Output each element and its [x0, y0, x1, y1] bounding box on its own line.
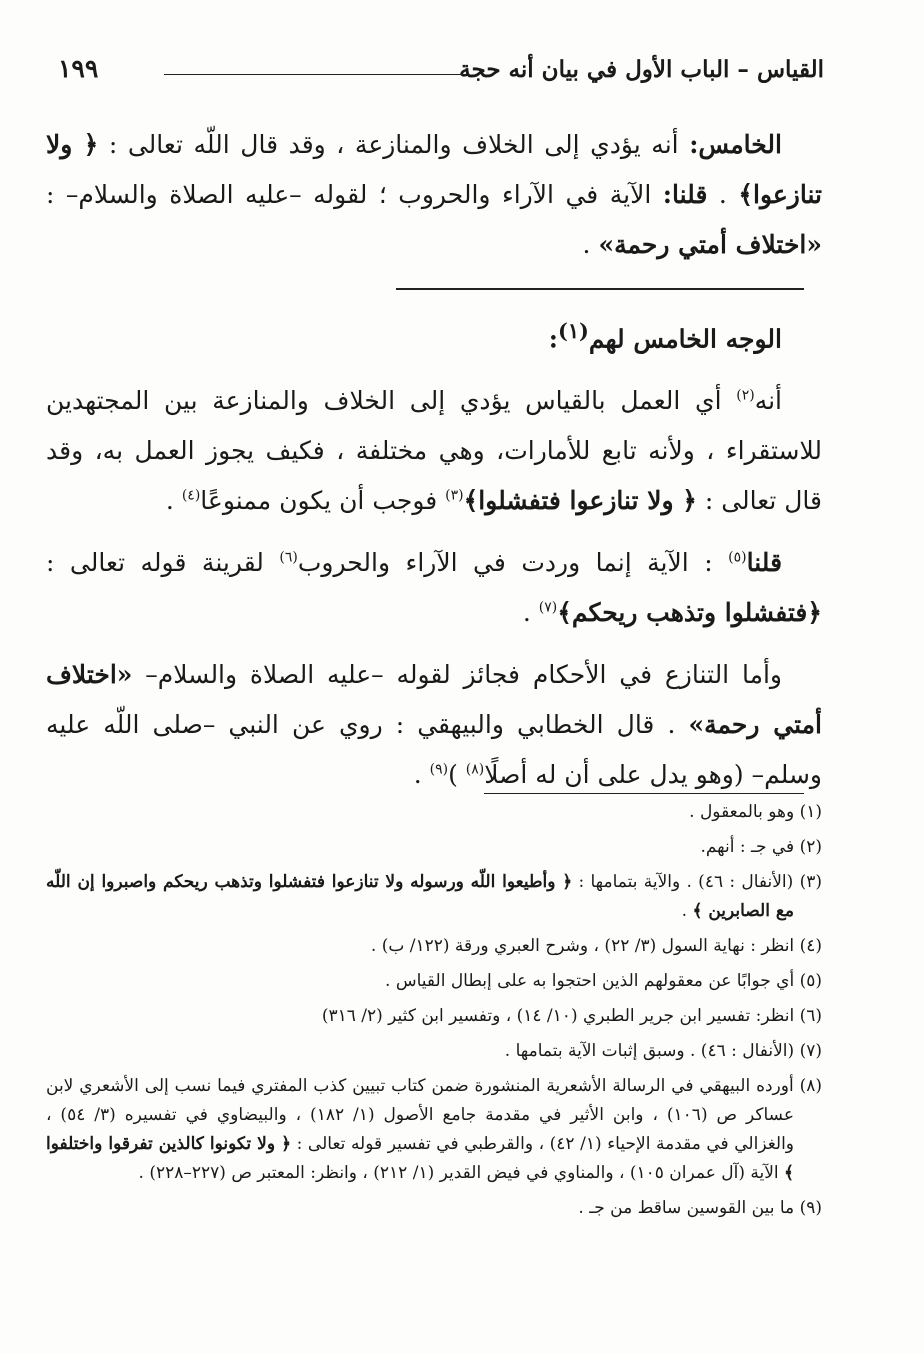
footnote-9: (٩) ما بين القوسين ساقط من جـ . [578, 1198, 822, 1218]
footnote-ref: (٩) [429, 762, 449, 778]
footnote-ref: (٧) [538, 600, 558, 616]
paragraph-dispute: وأما التنازع في الأحكام فجائز لقوله –عليه الصلاة والسلام– «اختلاف أمتي رحمة» . قال الخطابي والبيهقي : روي عن النبي –صلى اللّه عليه وسلم– (وهو يدل على أن له أصلًا$^{(٨)}$ )$^{(٩)}$ . [46, 660, 822, 790]
footnote-3: (٣) (الأنفال : ٤٦) . والآية بتمامها : ﴿ وأطيعوا اللّه ورسوله ولا تنازعوا فتفشلوا وتذهب ريحكم واصبروا إن اللّه مع الصابرين ﴾ . [46, 872, 822, 921]
footnote-2: (٢) في جـ : أنهم. [700, 837, 822, 857]
footnote-divider [484, 793, 804, 794]
paragraph-argument: أنه$^{(٢)}$ أي العمل بالقياس يؤدي إلى الخلاف والمنازعة بين المجتهدين للاستقراء ، ولأنه تابع للأمارات، وهي مختلفة ، فكيف يجوز العمل به، وقد قال تعالى : ﴿ ولا تنازعوا فتفشلوا﴾$^{(٣)}$ فوجب أن يكون ممنوعًا$^{(٤)}$ . [46, 386, 822, 516]
hadith-quote: «اختلاف أمتي رحمة» [46, 660, 822, 740]
answer-lead: قلنا [746, 548, 783, 578]
quran-verse: ﴿ ولا تنازعوا فتفشلوا﴾ [463, 486, 697, 516]
footnote-7: (٧) (الأنفال : ٤٦) . وسبق إثبات الآية بتمامها . [504, 1041, 822, 1061]
answer-lead: قلنا: [662, 180, 708, 209]
footnote-ref: (٣) [445, 488, 464, 504]
main-text [46, 120, 822, 270]
footnote-ref: (٥) [728, 550, 747, 566]
paragraph-lead: الخامس: [689, 130, 782, 159]
paragraph-answer: قلنا$^{(٥)}$ : الآية إنما وردت في الآراء والحروب$^{(٦)}$ لقرينة قوله تعالى : ﴿فتفشلوا وتذهب ريحكم﴾$^{(٧)}$ . [46, 548, 822, 628]
section-divider [396, 288, 804, 290]
section-heading: الوجه الخامس لهم$^{(١)}$: [548, 318, 782, 354]
footnote-6: (٦) انظر: تفسير ابن جرير الطبري (١٠/ ١٤) ، وتفسير ابن كثير (٢/ ٣١٦) [321, 1006, 822, 1026]
quran-verse: ﴿ ولا تنازعوا﴾ [46, 130, 822, 209]
header-rule [164, 74, 464, 75]
quran-verse: ﴿ ولا تكونوا كالذين تفرقوا واختلفوا ﴾ [46, 1134, 794, 1183]
running-header [44, 52, 824, 92]
hadith-quote: «اختلاف أمتي رحمة» [598, 230, 822, 259]
footnote-ref: (٦) [279, 550, 298, 566]
quran-verse: ﴿فتفشلوا وتذهب ريحكم﴾ [557, 598, 822, 628]
footnote-ref: (٤) [181, 488, 201, 504]
footnote-ref: (٢) [736, 388, 755, 404]
footnote-1: (١) وهو بالمعقول . [689, 802, 822, 822]
footnote-ref: (٨) [465, 762, 485, 778]
footnotes [46, 798, 822, 1223]
page-number: ١٩٩ [58, 54, 99, 83]
paragraph-fifth: الخامس: أنه يؤدي إلى الخلاف والمنازعة ، وقد قال اللّه تعالى : ﴿ ولا تنازعوا﴾ . قلنا: الآية في الآراء والحروب ؛ لقوله –عليه الصلاة والسلام– : «اختلاف أمتي رحمة» . [46, 130, 822, 259]
footnote-4: (٤) انظر : نهاية السول (٣/ ٢٢) ، وشرح العبري ورقة (١٢٢/ ب) . [370, 936, 822, 956]
running-header-title: القياس – الباب الأول في بيان أنه حجة [459, 56, 824, 83]
footnote-8: (٨) أورده البيهقي في الرسالة الأشعرية المنشورة ضمن كتاب تبيين كذب المفتري فيما نسب إلى الأشعري لابن عساكر ص (١٠٦) ، وابن الأثير في مقدمة جامع الأصول (١/ ١٨٢) ، والبيضاوي في تفسيره (٣/ ٥٤) ، والغزالي في مقدمة الإحياء (١/ ٤٢) ، والقرطبي في تفسير قوله تعالى : ﴿ ولا تكونوا كالذين تفرقوا واختلفوا ﴾ الآية (آل عمران ١٠٥) ، والمناوي في فيض القدير (١/ ٢١٢) ، وانظر: المعتبر ص (٢٢٧–٢٢٨) . [46, 1076, 822, 1183]
footnote-ref: (١) [557, 318, 589, 343]
section-fifth-aspect [46, 306, 822, 800]
quran-verse: ﴿ وأطيعوا اللّه ورسوله ولا تنازعوا فتفشلوا وتذهب ريحكم واصبروا إن اللّه مع الصابرين ﴾ [46, 872, 794, 921]
footnote-5: (٥) أي جوابًا عن معقولهم الذين احتجوا به على إبطال القياس . [385, 971, 822, 991]
